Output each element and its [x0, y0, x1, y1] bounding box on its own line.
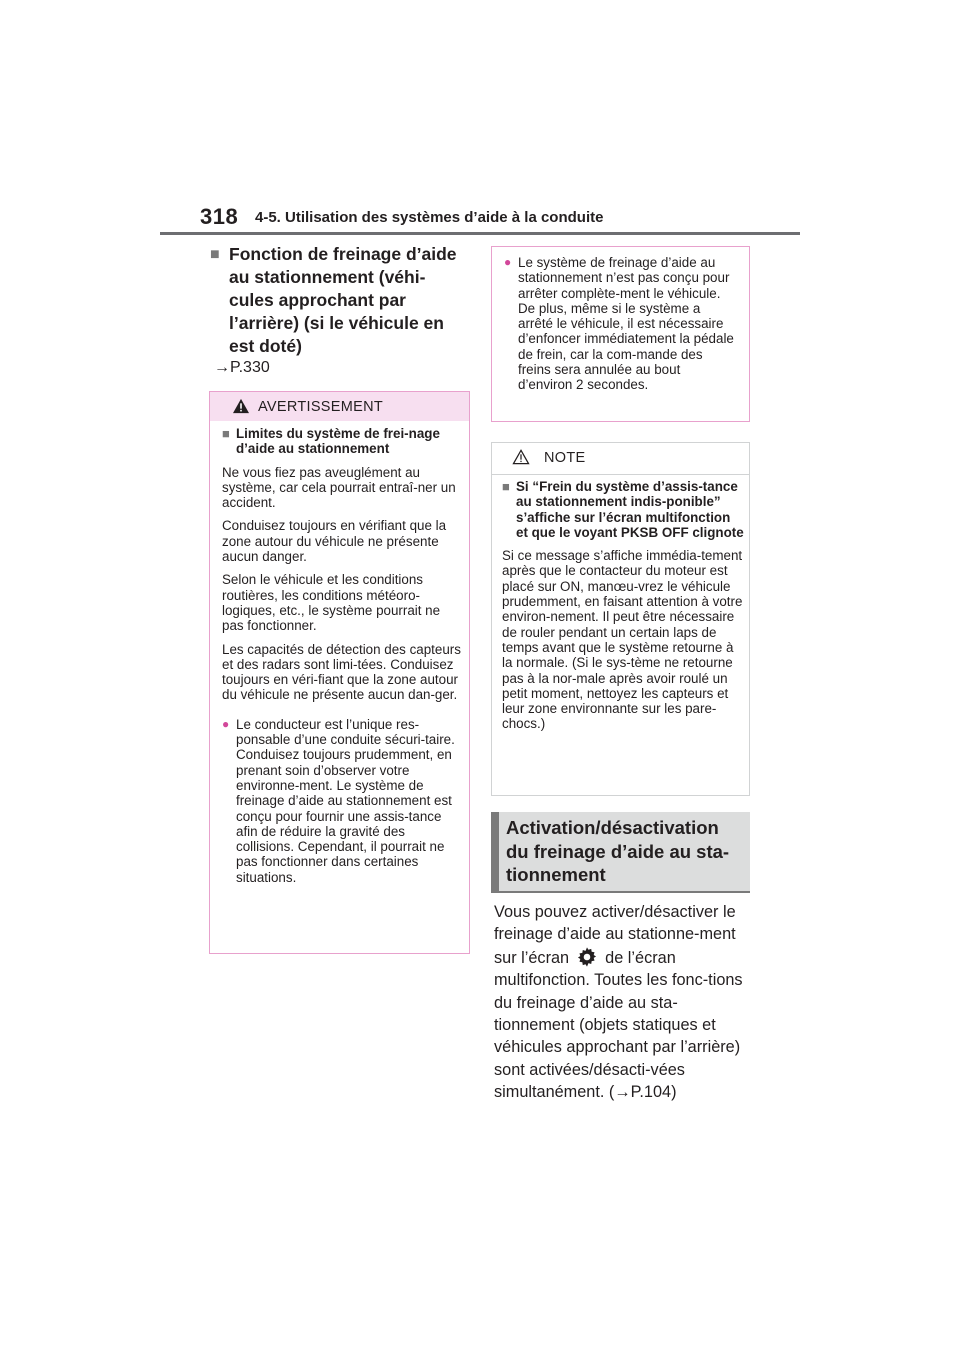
square-bullet-icon: ■	[210, 246, 220, 263]
warning-subheading-text: Limites du système de frei-nage d’aide au stationnement	[236, 426, 440, 457]
warning-paragraph: Ne vous fiez pas aveuglément au système, car cela pourrait entraî-ner un accident.	[222, 464, 456, 511]
warning-continued-box	[491, 246, 750, 422]
warning-paragraph: Selon le véhicule et les conditions routières, les conditions météoro-logiques, etc., le système pourrait ne pas fonctionner.	[222, 572, 441, 634]
warning-box	[209, 391, 470, 954]
warning-header	[210, 392, 469, 421]
page-number: 318	[200, 204, 239, 229]
square-bullet-icon: ■	[222, 426, 230, 441]
activation-text-start: Vous pouvez activer/désactiver le freinage d’aide au stationne-ment sur l’écran	[494, 903, 736, 967]
warning-bullet-text: Le conducteur est l’unique res-ponsable d’une conduite sécuri-taire. Conduisez toujours prudemment, en prenant soin d’observer votre environne-ment. Le système de freinage d’aide au stationnement est conçu pour fournir une assis-tance afin de réduire la gravité des collisions. Cependant, il pourrait ne pas fonctionner dans certaines situations.	[236, 716, 455, 885]
caution-triangle-icon	[512, 449, 530, 465]
section-heading-text: Fonction de freinage d’aide au stationnement (véhi-cules approchant par l’arrière) (si le véhicule en est doté)	[229, 244, 457, 356]
activation-heading-block	[491, 812, 750, 892]
heading-underline	[491, 891, 750, 893]
warning-subheading	[222, 426, 464, 457]
note-body	[502, 479, 744, 732]
activation-text	[494, 901, 754, 1104]
dot-bullet-icon: ●	[222, 716, 230, 731]
warning-bullet-text: Le système de freinage d’aide au stationnement n’est pas conçu pour arrêter complète-ment le véhicule. De plus, même si le système a arrêté le véhicule, il est nécessaire d’enfoncer immédiatement la pédale de frein, car la com-mande des freins sera annulée au bout d’environ 2 secondes.	[518, 255, 734, 393]
warning-bullet	[504, 255, 737, 393]
warning-title: AVERTISSEMENT	[258, 399, 384, 415]
gear-icon	[576, 946, 598, 968]
dot-bullet-icon: ●	[504, 255, 512, 269]
warning-triangle-icon	[232, 398, 250, 414]
page-reference: →P.330	[214, 359, 270, 376]
heading-bar	[491, 812, 499, 892]
square-bullet-icon: ■	[502, 479, 510, 494]
note-header	[492, 443, 749, 475]
warning-bullet	[222, 717, 464, 885]
chapter-title: 4-5. Utilisation des systèmes d’aide à la conduite	[255, 209, 604, 226]
note-subheading-text: Si “Frein du système d’assis-tance au stationnement indis-ponible” s’affiche sur l’écran multifonction et que le voyant PKSB OFF clignote	[516, 479, 744, 540]
warning-paragraph: Les capacités de détection des capteurs et des radars sont limi-tées. Conduisez toujours en véri-fiant que la zone autour du véhicule ne présente aucun dan-ger.	[222, 641, 461, 703]
note-title: NOTE	[544, 450, 586, 466]
note-subheading	[502, 479, 744, 540]
warning-body	[222, 426, 464, 885]
header-divider	[160, 232, 800, 235]
activation-title: Activation/désactivation du freinage d’aide au sta-tionnement	[506, 817, 730, 885]
warning-paragraph: Conduisez toujours en vérifiant que la zone autour du véhicule ne présente aucun danger.	[222, 518, 447, 565]
note-text: Si ce message s’affiche immédia-tement après que le contacteur du moteur est placé sur ON, manœu-vrez le véhicule prudemment, en faisant attention à votre environ-nement. Il peut être nécessaire de rouler pendant un certain laps de temps avant que le système retourne à la normale. (Si le sys-tème ne retourne pas à la nor-male après avoir roulé un petit moment, nettoyez les capteurs et leur zone environnante sur les pare-chocs.)	[502, 548, 743, 732]
activation-text-end: de l’écran multifonction. Toutes les fonc-tions du freinage d’aide au sta-tionnement (objets statiques et véhicules approchant par l’arrière) sont activées/désacti-vées simultanément. (→P.104)	[494, 948, 743, 1102]
section-heading	[210, 243, 470, 358]
note-box	[491, 442, 750, 796]
